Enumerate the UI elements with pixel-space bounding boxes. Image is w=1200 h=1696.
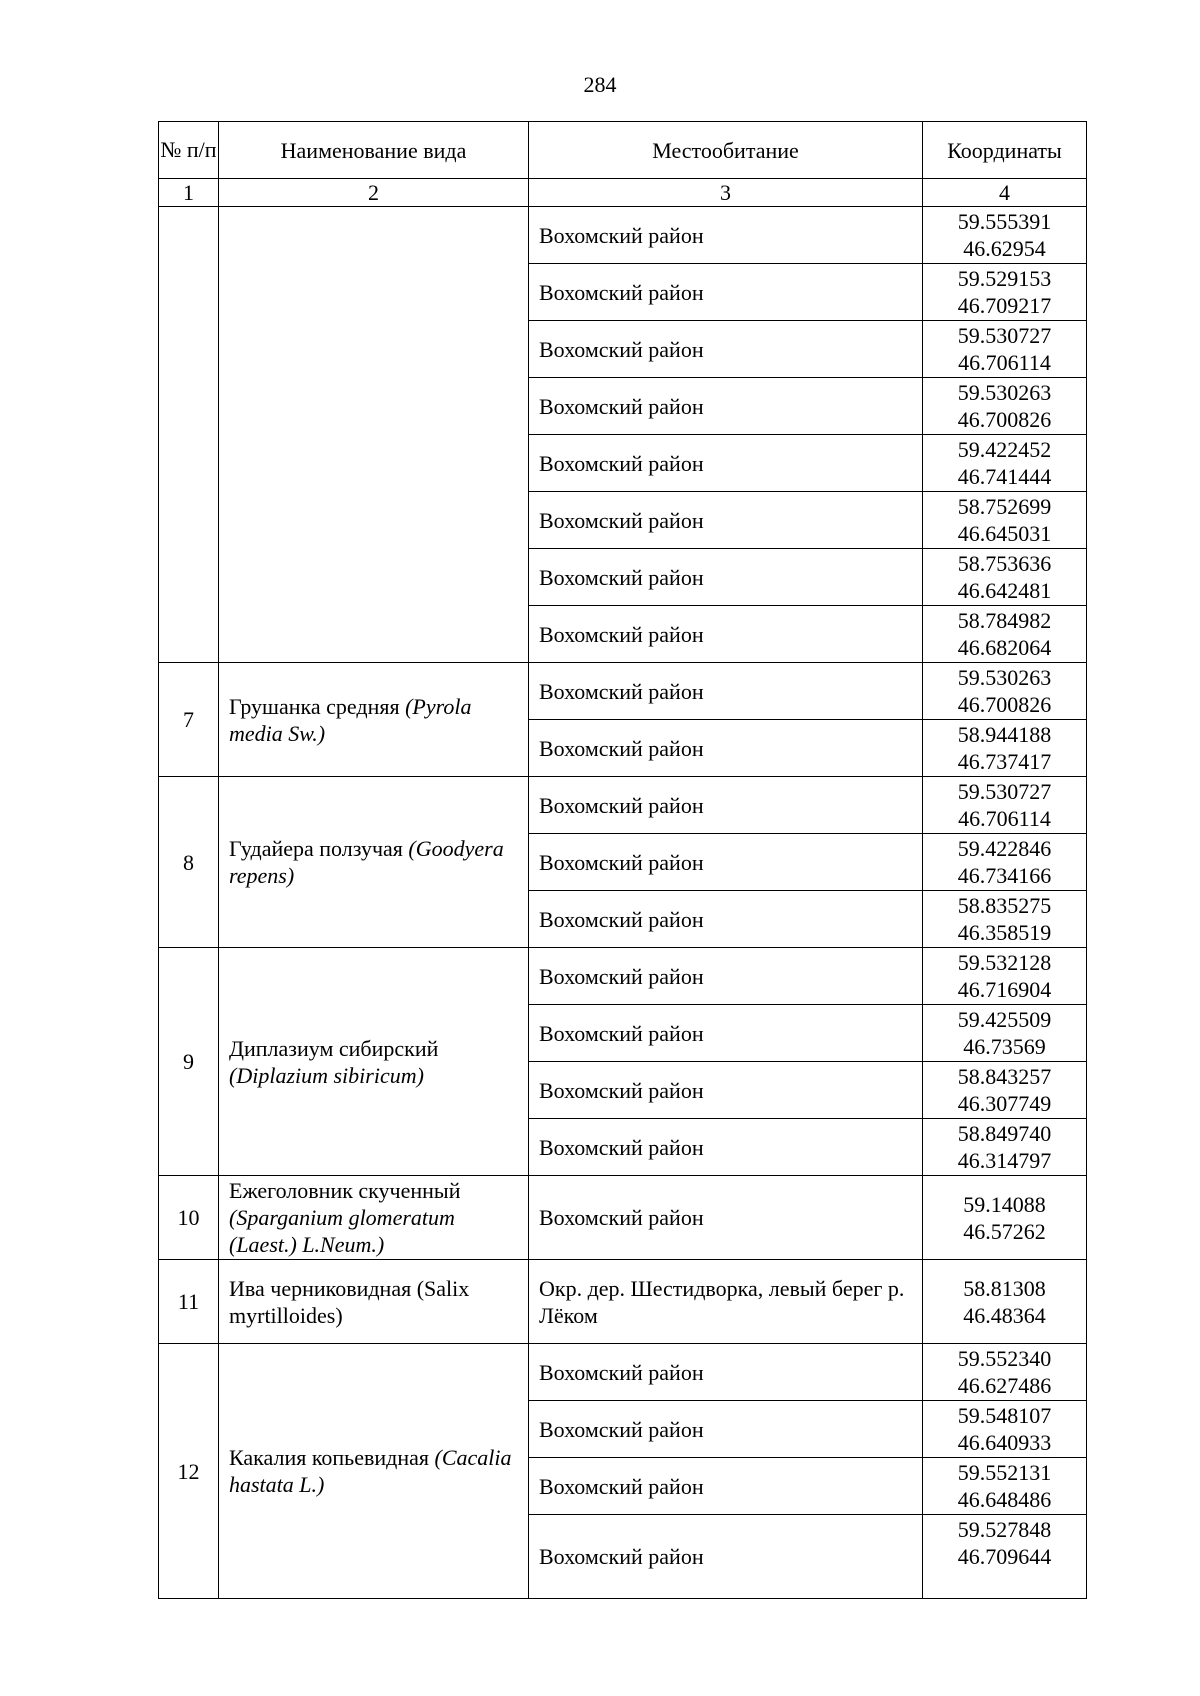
longitude: 46.709644 bbox=[957, 1544, 1052, 1569]
latitude: 59.552340 bbox=[957, 1346, 1052, 1371]
species-name: Ива черниковидная (Salix myrtilloides) bbox=[229, 1275, 470, 1328]
species-name-cell bbox=[219, 777, 529, 948]
longitude: 46.700826 bbox=[957, 692, 1052, 717]
species-name: Грушанка средняя bbox=[229, 693, 406, 719]
latitude: 59.532128 bbox=[957, 950, 1052, 975]
species-number: 7 bbox=[159, 663, 219, 777]
latitude: 58.944188 bbox=[957, 722, 1052, 747]
species-name-cell bbox=[219, 948, 529, 1176]
longitude: 46.682064 bbox=[957, 635, 1052, 660]
latitude: 59.425509 bbox=[957, 1007, 1052, 1032]
species-number: 11 bbox=[159, 1260, 219, 1344]
table-row bbox=[159, 207, 1087, 264]
latitude: 59.422846 bbox=[957, 836, 1052, 861]
coordinates-cell bbox=[923, 1062, 1087, 1119]
species-name: Диплазиум сибирский bbox=[229, 1035, 439, 1061]
longitude: 46.645031 bbox=[957, 521, 1052, 546]
longitude: 46.62954 bbox=[963, 236, 1046, 261]
coordinates-cell bbox=[923, 264, 1087, 321]
coordinates-cell bbox=[923, 1344, 1087, 1401]
species-name-latin: (Sparganium glomeratum (Laest.) L.Neum.) bbox=[229, 1205, 455, 1257]
habitat-cell: Вохомский район bbox=[529, 606, 923, 663]
species-name: Какалия копьевидная bbox=[229, 1445, 435, 1470]
coordinates-cell bbox=[923, 1176, 1087, 1260]
habitat-cell: Вохомский район bbox=[529, 378, 923, 435]
habitat-cell: Вохомский район bbox=[529, 435, 923, 492]
coordinates-cell bbox=[923, 891, 1087, 948]
longitude: 46.73569 bbox=[963, 1034, 1046, 1059]
habitat-cell: Вохомский район bbox=[529, 1062, 923, 1119]
coordinates-cell bbox=[923, 1005, 1087, 1062]
habitat-cell: Вохомский район bbox=[529, 777, 923, 834]
habitat-cell: Вохомский район bbox=[529, 492, 923, 549]
longitude: 46.700826 bbox=[957, 407, 1052, 432]
latitude: 59.548107 bbox=[957, 1403, 1052, 1428]
longitude: 46.358519 bbox=[957, 920, 1052, 945]
habitat-cell: Вохомский район bbox=[529, 207, 923, 264]
habitat-cell: Вохомский район bbox=[529, 549, 923, 606]
species-number: 12 bbox=[159, 1344, 219, 1599]
header-coordinates: Координаты bbox=[923, 122, 1087, 179]
habitat-cell: Вохомский район bbox=[529, 1401, 923, 1458]
header-species-name: Наименование вида bbox=[219, 122, 529, 179]
longitude: 46.314797 bbox=[957, 1148, 1052, 1173]
longitude: 46.307749 bbox=[957, 1091, 1052, 1116]
habitat-cell: Вохомский район bbox=[529, 1119, 923, 1176]
table-row bbox=[159, 663, 1087, 720]
latitude: 59.530263 bbox=[957, 665, 1052, 690]
habitat-cell: Вохомский район bbox=[529, 1344, 923, 1401]
species-name-cell bbox=[219, 1344, 529, 1599]
coordinates-cell bbox=[923, 549, 1087, 606]
table-row bbox=[159, 1260, 1087, 1344]
coordinates-cell bbox=[923, 321, 1087, 378]
habitat-cell: Вохомский район bbox=[529, 834, 923, 891]
latitude: 58.753636 bbox=[957, 551, 1052, 576]
latitude: 59.555391 bbox=[957, 209, 1052, 234]
species-name-latin: (Goodyera repens) bbox=[229, 836, 504, 888]
habitat-cell: Вохомский район bbox=[529, 720, 923, 777]
longitude: 46.640933 bbox=[957, 1430, 1052, 1455]
coordinates-cell bbox=[923, 492, 1087, 549]
species-name-cell bbox=[219, 207, 529, 663]
page-number: 284 bbox=[583, 72, 617, 97]
habitat-cell: Вохомский район bbox=[529, 891, 923, 948]
habitat-cell: Вохомский район bbox=[529, 663, 923, 720]
habitat-cell: Окр. дер. Шестидворка, левый берег р. Лёком bbox=[529, 1260, 923, 1344]
latitude: 59.527848 bbox=[957, 1517, 1052, 1542]
species-name-cell bbox=[219, 1176, 529, 1260]
species-name-cell bbox=[219, 663, 529, 777]
habitat-cell: Вохомский район bbox=[529, 948, 923, 1005]
coordinates-cell bbox=[923, 663, 1087, 720]
coordinates-cell bbox=[923, 435, 1087, 492]
longitude: 46.709217 bbox=[957, 293, 1052, 318]
longitude: 46.734166 bbox=[957, 863, 1052, 888]
species-name-latin: (Cacalia hastata L.) bbox=[229, 1445, 512, 1497]
coordinates-cell bbox=[923, 1260, 1087, 1344]
longitude: 46.706114 bbox=[958, 806, 1051, 831]
latitude: 59.529153 bbox=[957, 266, 1052, 291]
longitude: 46.716904 bbox=[957, 977, 1052, 1002]
column-number-row bbox=[159, 179, 1087, 207]
coordinates-cell bbox=[923, 207, 1087, 264]
table-body bbox=[159, 207, 1087, 1599]
habitat-cell: Вохомский район bbox=[529, 1176, 923, 1260]
latitude: 58.835275 bbox=[957, 893, 1052, 918]
latitude: 59.530727 bbox=[957, 779, 1052, 804]
habitat-cell: Вохомский район bbox=[529, 264, 923, 321]
latitude: 59.422452 bbox=[957, 437, 1052, 462]
latitude: 59.552131 bbox=[957, 1460, 1052, 1485]
species-name-latin: (Pyrola media Sw.) bbox=[229, 693, 472, 746]
coordinates-cell bbox=[923, 720, 1087, 777]
habitat-cell: Вохомский район bbox=[529, 321, 923, 378]
species-table bbox=[158, 121, 1087, 1599]
longitude: 46.57262 bbox=[963, 1218, 1046, 1244]
coordinates-cell bbox=[923, 1401, 1087, 1458]
species-name-cell bbox=[219, 1260, 529, 1344]
coordinates-cell bbox=[923, 777, 1087, 834]
longitude: 46.741444 bbox=[957, 464, 1052, 489]
species-number: 9 bbox=[159, 948, 219, 1176]
latitude: 58.81308 bbox=[963, 1275, 1046, 1301]
coordinates-cell bbox=[923, 606, 1087, 663]
species-name-latin: (Diplazium sibiricum) bbox=[229, 1062, 424, 1088]
column-number: 3 bbox=[529, 179, 923, 207]
latitude: 59.530727 bbox=[957, 323, 1052, 348]
habitat-cell: Вохомский район bbox=[529, 1458, 923, 1515]
latitude: 58.843257 bbox=[957, 1064, 1052, 1089]
species-number bbox=[159, 207, 219, 663]
species-number: 8 bbox=[159, 777, 219, 948]
column-number: 2 bbox=[219, 179, 529, 207]
longitude: 46.648486 bbox=[957, 1487, 1052, 1512]
table-row bbox=[159, 1176, 1087, 1260]
species-name: Ежеголовник скученный bbox=[229, 1178, 461, 1203]
column-number: 1 bbox=[159, 179, 219, 207]
coordinates-cell bbox=[923, 834, 1087, 891]
header-row bbox=[159, 122, 1087, 179]
coordinates-cell bbox=[923, 1458, 1087, 1515]
longitude: 46.48364 bbox=[963, 1302, 1046, 1328]
longitude: 46.706114 bbox=[958, 350, 1051, 375]
latitude: 58.752699 bbox=[957, 494, 1052, 519]
coordinates-cell bbox=[923, 378, 1087, 435]
habitat-cell: Вохомский район bbox=[529, 1005, 923, 1062]
latitude: 58.849740 bbox=[957, 1121, 1052, 1146]
longitude: 46.737417 bbox=[957, 749, 1052, 774]
table-row bbox=[159, 948, 1087, 1005]
column-number: 4 bbox=[923, 179, 1087, 207]
species-name: Гудайера ползучая bbox=[229, 836, 409, 861]
table-row bbox=[159, 1344, 1087, 1401]
coordinates-cell bbox=[923, 948, 1087, 1005]
header-habitat: Местообитание bbox=[529, 122, 923, 179]
species-number: 10 bbox=[159, 1176, 219, 1260]
latitude: 59.530263 bbox=[957, 380, 1052, 405]
coordinates-cell bbox=[923, 1515, 1087, 1599]
longitude: 46.642481 bbox=[957, 578, 1052, 603]
longitude: 46.627486 bbox=[957, 1373, 1052, 1398]
table-row bbox=[159, 777, 1087, 834]
habitat-cell: Вохомский район bbox=[529, 1515, 923, 1599]
coordinates-cell bbox=[923, 1119, 1087, 1176]
latitude: 59.14088 bbox=[963, 1191, 1046, 1217]
header-number: № п/п bbox=[159, 122, 219, 179]
latitude: 58.784982 bbox=[957, 608, 1052, 633]
